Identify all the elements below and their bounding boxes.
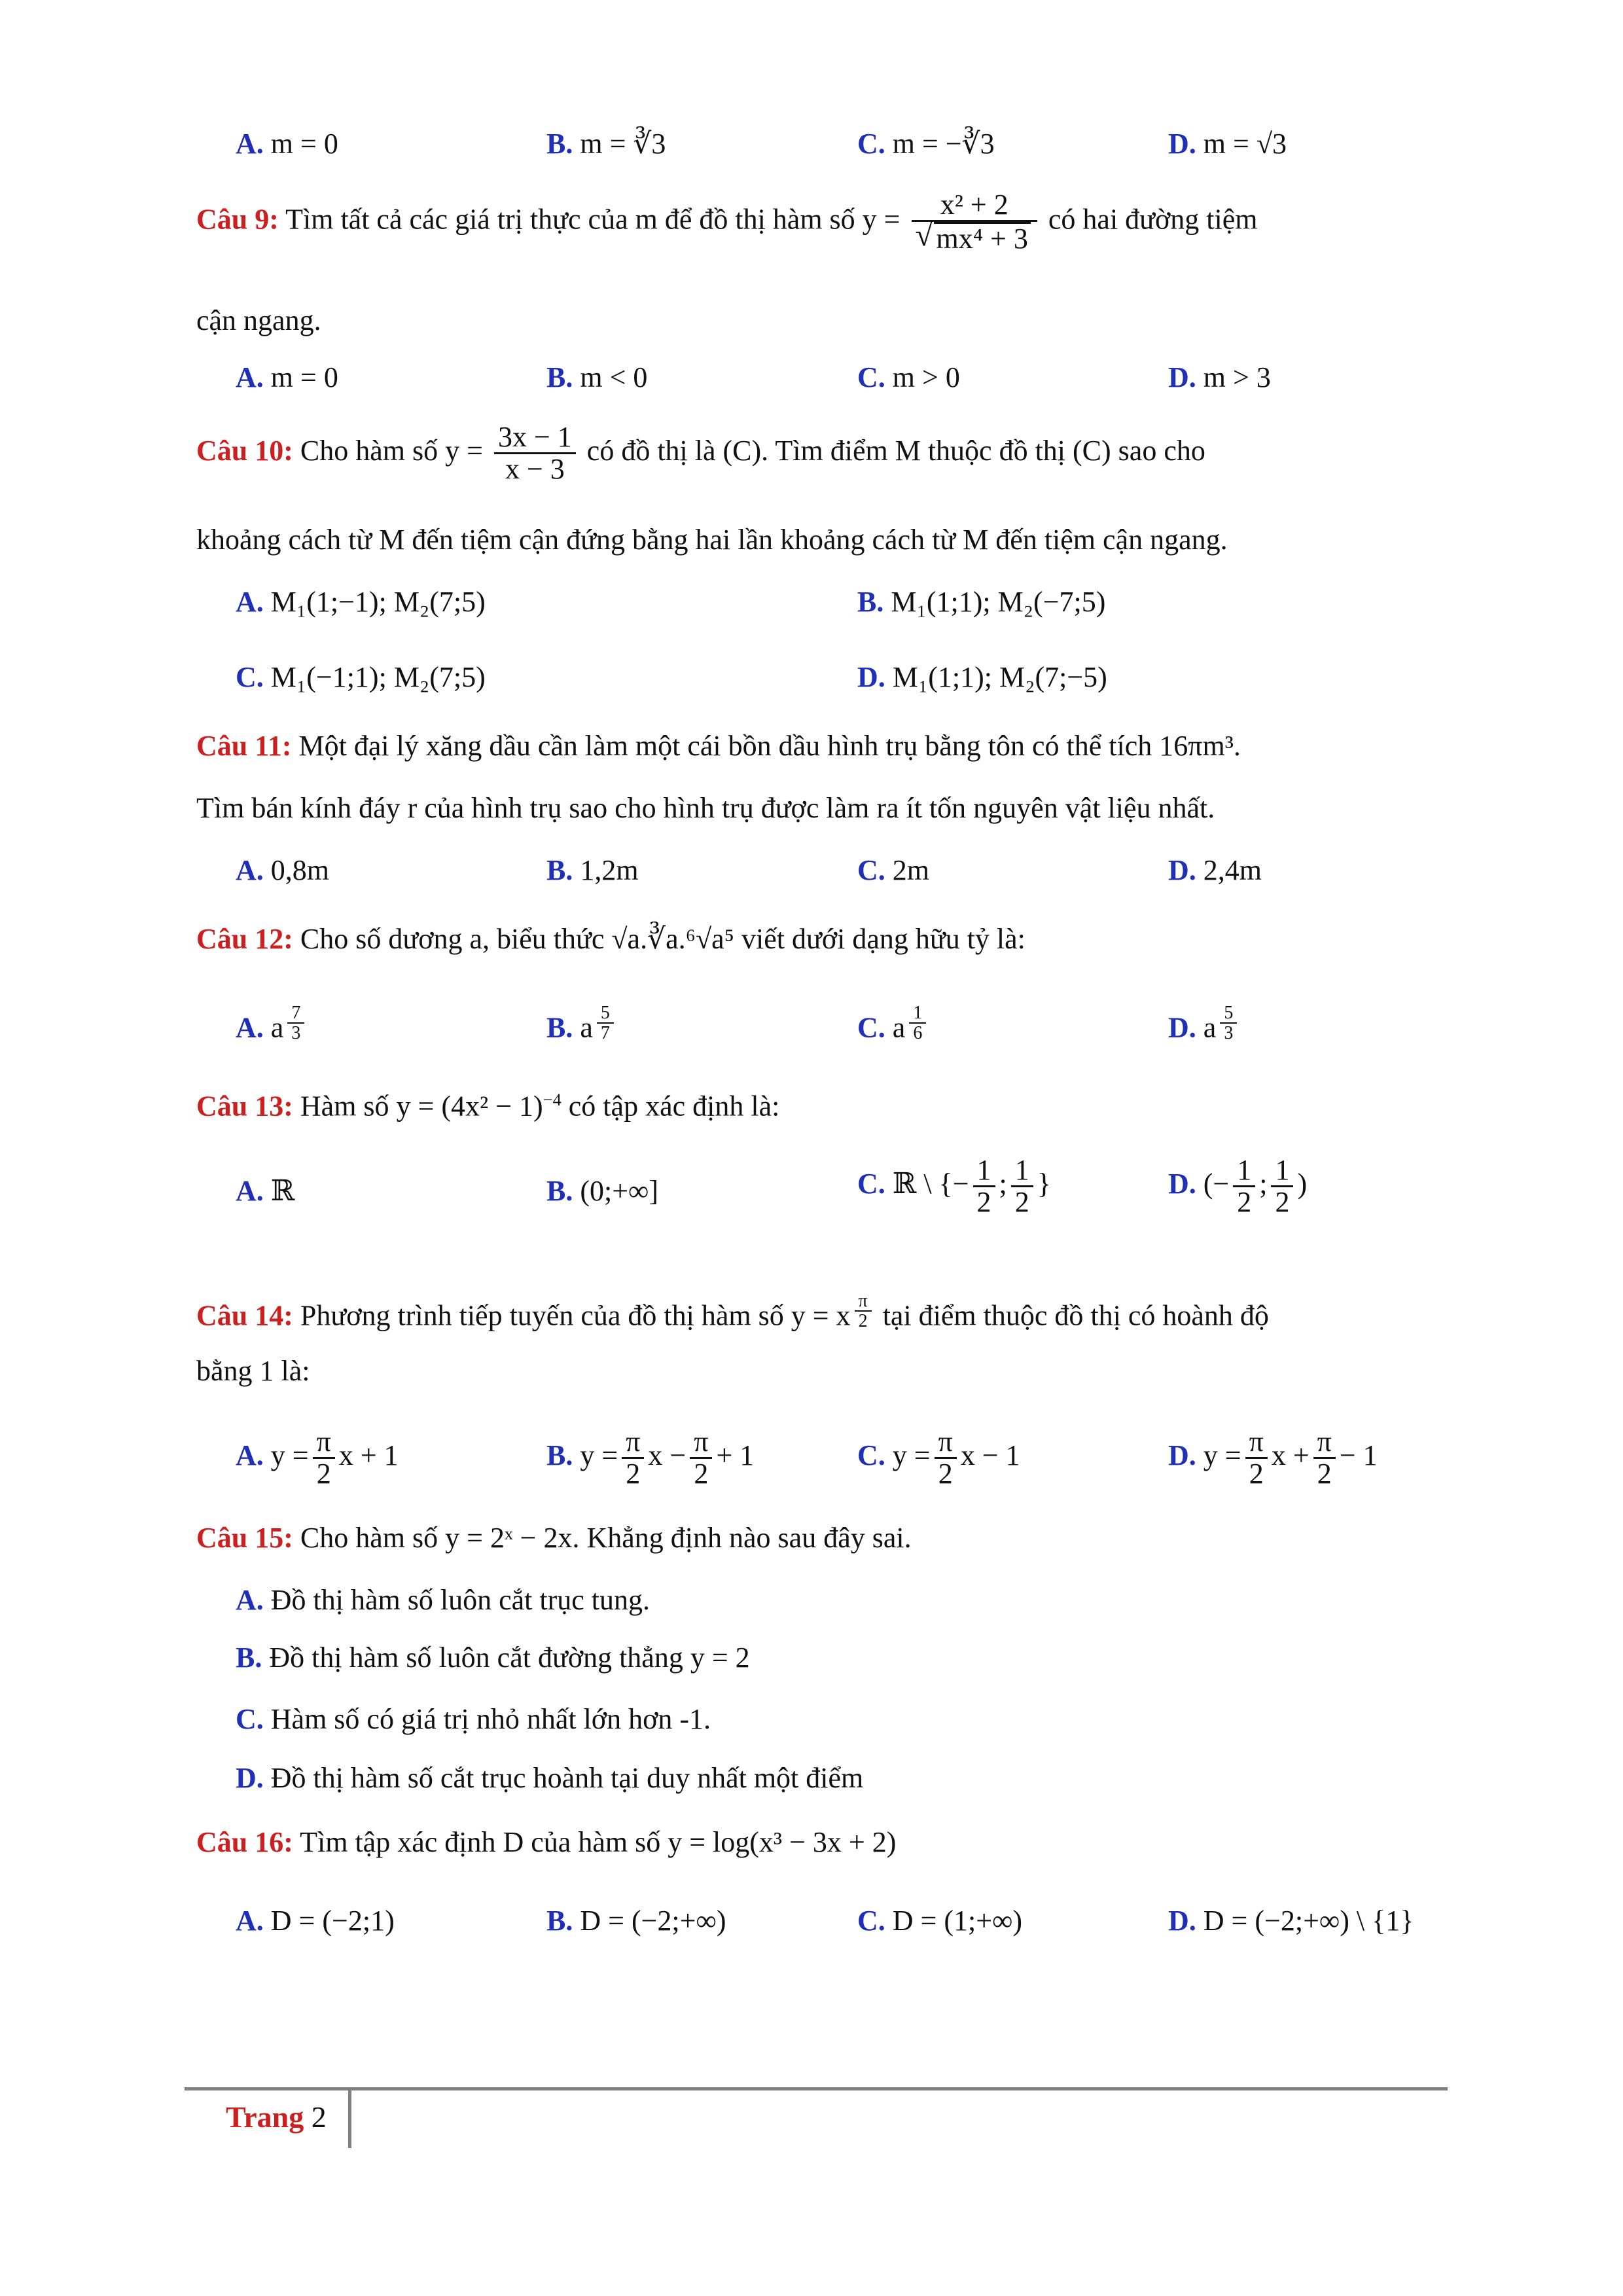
q11-text-line2: Tìm bán kính đáy r của hình trụ sao cho hình trụ được làm ra ít tốn nguyên vật liệu nhất. — [196, 792, 1215, 824]
q16-option-a: A. D = (−2;1) — [236, 1905, 395, 1937]
q9-option-b: B. m < 0 — [546, 361, 648, 393]
q9-option-c: C. m > 0 — [857, 361, 960, 393]
q14-option-a: A. y = $\frac{\pi}{2}$ x + 1 — [236, 1426, 399, 1490]
q12-text: Câu 12: Cho số dương a, biểu thức √a.∛a.⁶√a⁵ viết dưới dạng hữu tỷ là: — [196, 923, 1026, 955]
q12-option-a: A. a $^{\frac{7}{3}}$ — [236, 1001, 308, 1048]
footer-rule — [185, 2087, 1448, 2090]
q14-option-c: C. y = $\frac{\pi}{2}$ x − 1 — [857, 1426, 1020, 1490]
q14-option-b: B. y = $\frac{\pi}{2}$ x − $\frac{\pi}{2}$ + 1 — [546, 1426, 755, 1490]
q10-option-b: B. M₁(1;1); M₂(−7;5) — [857, 586, 1106, 618]
q9-option-a: A. m = 0 — [236, 361, 338, 393]
q13-option-c: C. ℝ \ {− $\frac{1}{2}$ ; $\frac{1}{2}$ } — [857, 1154, 1051, 1219]
q14-text-line2: bằng 1 là: — [196, 1355, 310, 1387]
q13-option-a: A. ℝ — [236, 1175, 295, 1207]
q15-option-b: B. Đồ thị hàm số luôn cắt đường thẳng y = 2 — [236, 1641, 750, 1674]
q13-option-d: D. (− $\frac{1}{2}$ ; $\frac{1}{2}$ ) — [1168, 1154, 1308, 1219]
q15-option-d: D. Đồ thị hàm số cắt trục hoành tại duy nhất một điểm — [236, 1762, 864, 1794]
q15-text: Câu 15: Cho hàm số y = 2ˣ − 2x. Khẳng định nào sau đây sai. — [196, 1522, 912, 1554]
q13-text: Câu 13: Hàm số $y = (4x^2 - 1)^{-4}$ có tập xác định là: — [196, 1090, 780, 1122]
q11-option-b: B. 1,2m — [546, 854, 639, 886]
q9-fraction: x² + 2 √ mx⁴ + 3 — [912, 190, 1037, 254]
page-footer: Trang 2 — [226, 2100, 327, 2134]
q9-option-d: D. m > 3 — [1168, 361, 1271, 393]
q10-text-line2: khoảng cách từ M đến tiệm cận đứng bằng hai lần khoảng cách từ M đến tiệm cận ngang. — [196, 524, 1228, 556]
q11-text: Câu 11: Một đại lý xăng dầu cần làm một cái bồn dầu hình trụ bằng tôn có thể tích 16πm³. — [196, 730, 1241, 762]
q13-option-b: B. (0;+∞] — [546, 1175, 659, 1207]
q12-option-c: C. a $^{\frac{1}{6}}$ — [857, 1001, 930, 1048]
q11-option-d: D. 2,4m — [1168, 854, 1262, 886]
q11-option-a: A. 0,8m — [236, 854, 330, 886]
q8-option-b: B. m = ∛3 — [546, 128, 666, 160]
footer-divider — [348, 2090, 351, 2148]
q11-option-c: C. 2m — [857, 854, 930, 886]
q16-option-b: B. D = (−2;+∞) — [546, 1905, 726, 1937]
q10-text: Câu 10: Cho hàm số y = $\frac{3x - 1}{x - 3}$ có đồ thị là (C). Tìm điểm M thuộc đồ thị (C) sao cho — [196, 421, 1205, 486]
q9-sqrt: √ mx⁴ + 3 — [916, 222, 1031, 254]
q15-option-c: C. Hàm số có giá trị nhỏ nhất lớn hơn -1. — [236, 1703, 711, 1735]
q14-option-d: D. y = $\frac{\pi}{2}$ x + $\frac{\pi}{2}$ − 1 — [1168, 1426, 1378, 1490]
q15-option-a: A. Đồ thị hàm số luôn cắt trục tung. — [236, 1584, 651, 1616]
q12-option-d: D. a $^{\frac{5}{3}}$ — [1168, 1001, 1241, 1048]
q10-fraction: $\frac{3x - 1}{x - 3}$ — [494, 422, 576, 484]
q16-text: Câu 16: Tìm tập xác định D của hàm số y = log(x³ − 3x + 2) — [196, 1826, 897, 1858]
q16-option-d: D. D = (−2;+∞) \ {1} — [1168, 1905, 1414, 1937]
q8-option-c: C. m = −∛3 — [857, 128, 995, 160]
q12-option-b: B. a $^{\frac{5}{7}}$ — [546, 1001, 618, 1048]
q10-option-c: C. M₁(−1;1); M₂(7;5) — [236, 661, 486, 693]
q16-option-c: C. D = (1;+∞) — [857, 1905, 1023, 1937]
q9-text-line2: cận ngang. — [196, 304, 321, 336]
q14-text: Câu 14: Phương trình tiếp tuyến của đồ thị hàm số y = x $^{\frac{\pi}{2}}$ tại điểm thuộc đồ thị có hoành độ — [196, 1290, 1269, 1332]
q10-option-a: A. M₁(1;−1); M₂(7;5) — [236, 586, 486, 618]
q8-option-a: A. m = 0 — [236, 128, 338, 160]
q9-text: Câu 9: Tìm tất cả các giá trị thực của m để đồ thị hàm số y = x² + 2 √ mx⁴ + 3 có hai đường tiệm — [196, 188, 1258, 255]
q10-option-d: D. M₁(1;1); M₂(7;−5) — [857, 661, 1107, 693]
q8-option-d: D. m = √3 — [1168, 128, 1287, 160]
